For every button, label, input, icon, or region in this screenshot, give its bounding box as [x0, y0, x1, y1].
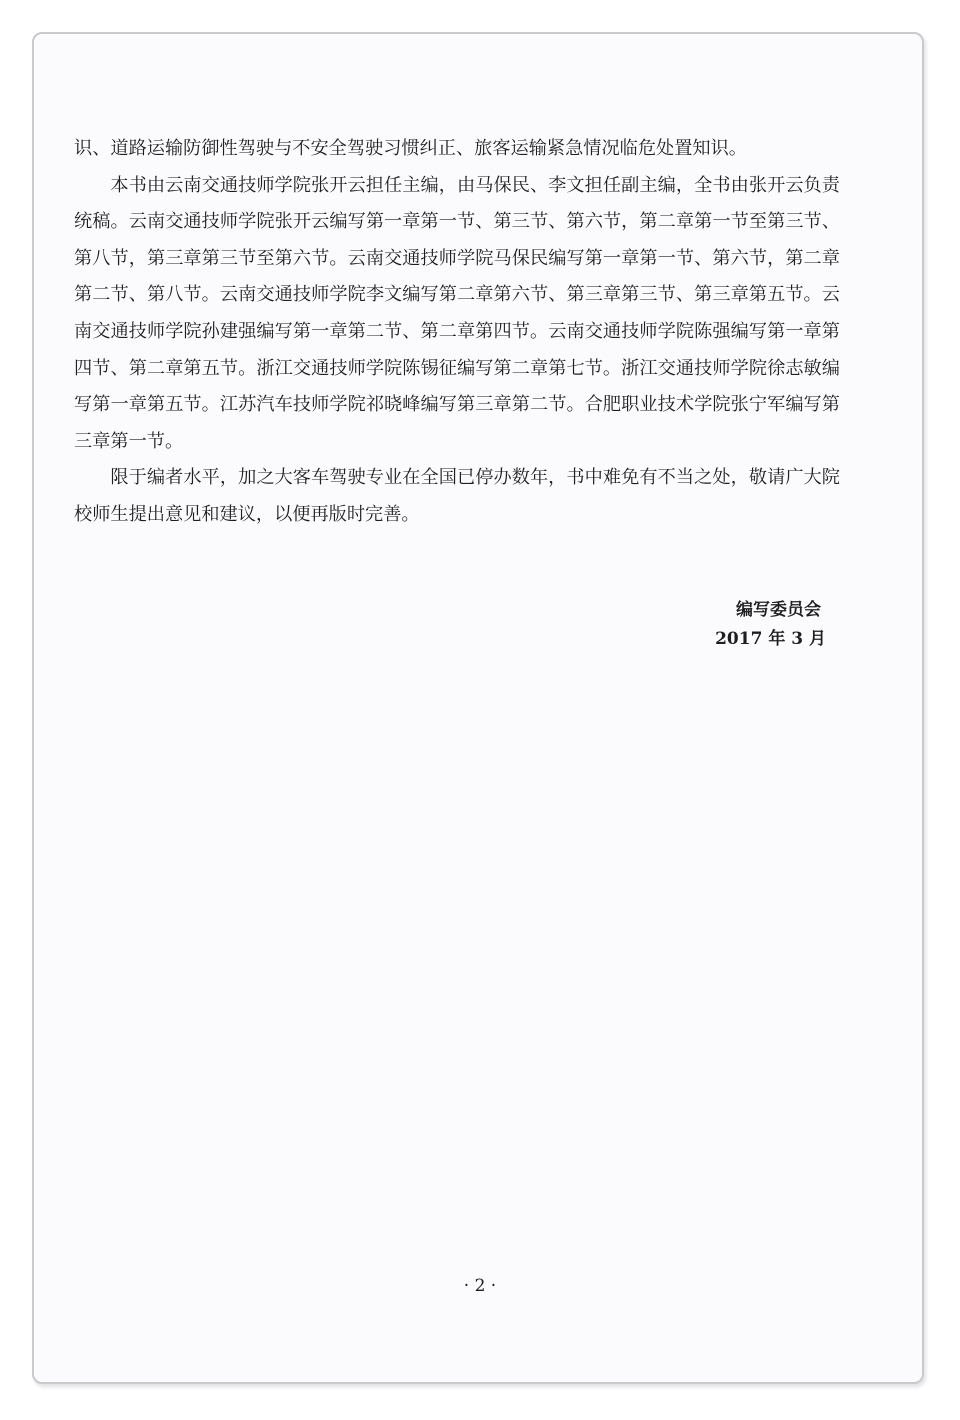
signature-date: 2017 年 3 月 — [715, 629, 826, 649]
body-text — [74, 131, 840, 534]
page-number: · 2 · — [463, 1276, 497, 1296]
signature-author: 编写委员会 — [736, 600, 821, 620]
paragraph-disclaimer: 限于编者水平，加之大客车驾驶专业在全国已停办数年，书中难免有不当之处，敬请广大院校师生提出意见和建议，以便再版时完善。 — [74, 467, 840, 525]
paragraph-authors: 本书由云南交通技师学院张开云担任主编，由马保民、李文担任副主编，全书由张开云负责统稿。云南交通技师学院张开云编写第一章第一节、第三节、第六节，第二章第一节至第三节、第八节，第三章第三节至第六节。云南交通技师学院马保民编写第一章第一节、第六节，第二章第二节、第八节。云南交通技师学院李文编写第二章第六节、第三章第三节、第三章第五节。云南交通技师学院孙建强编写第一章第二节、第二章第四节。云南交通技师学院陈强编写第一章第四节、第二章第五节。浙江交通技师学院陈锡征编写第二章第七节。浙江交通技师学院徐志敏编写第一章第五节。江苏汽车技师学院祁晓峰编写第三章第二节。合肥职业技术学院张宁军编写第三章第一节。 — [74, 174, 840, 452]
signature-block — [600, 596, 826, 654]
paragraph-continued: 识、道路运输防御性驾驶与不安全驾驶习惯纠正、旅客运输紧急情况临危处置知识。 — [74, 138, 747, 159]
